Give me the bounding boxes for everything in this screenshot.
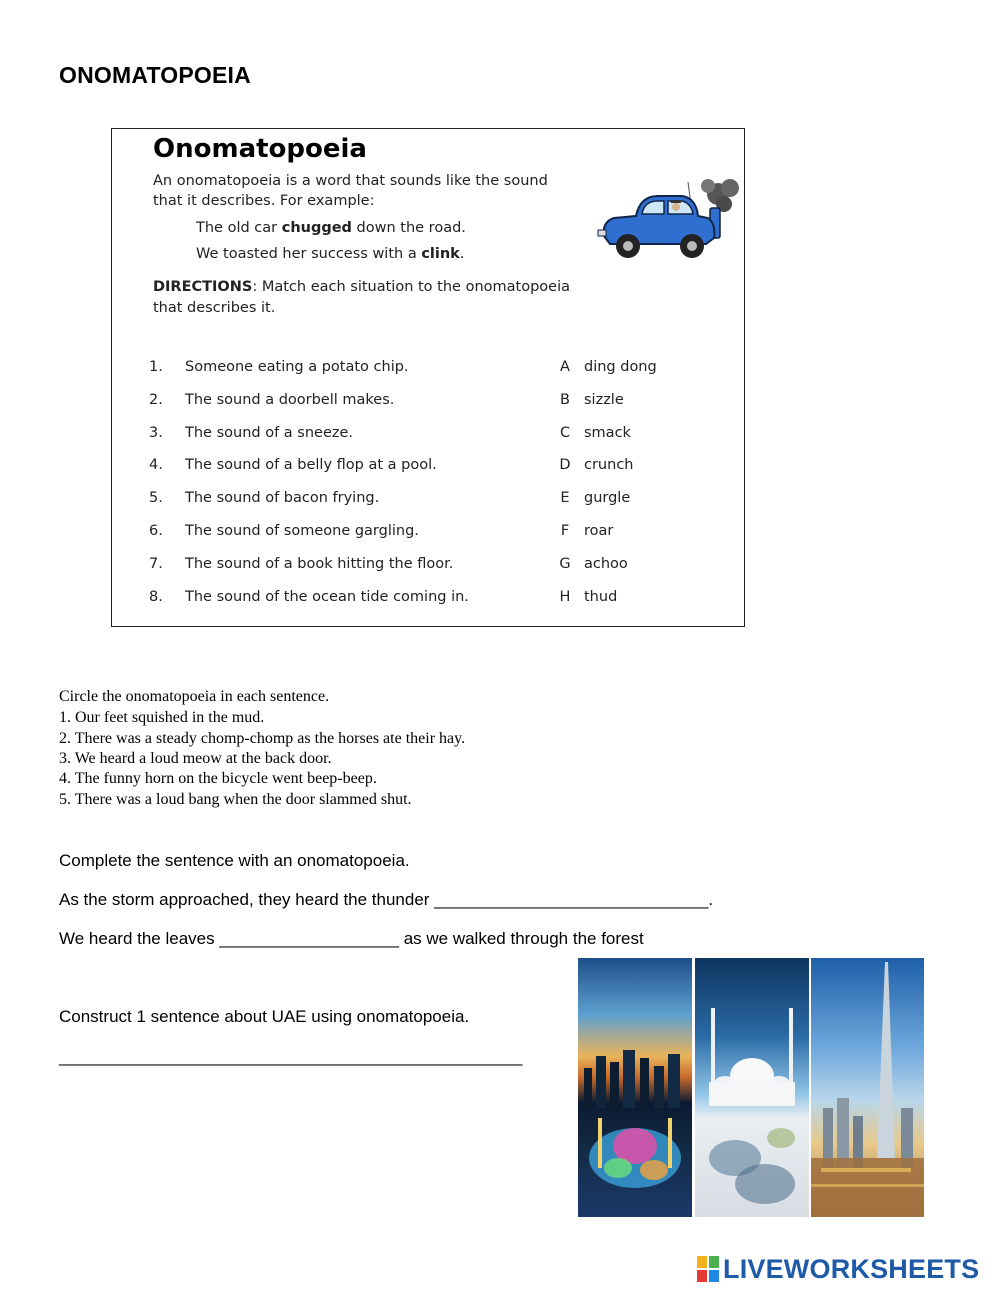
match-row: [149, 556, 709, 578]
definition-line-1: An onomatopoeia is a word that sounds like the sound: [153, 173, 548, 189]
row-letter: A: [560, 359, 570, 375]
directions-line-2: that describes it.: [153, 300, 276, 316]
row-number: 8.: [149, 589, 163, 605]
circle-instruction: Circle the onomatopoeia in each sentence.: [59, 688, 330, 705]
construct-instruction: Construct 1 sentence about UAE using onomatopoeia.: [59, 1007, 470, 1026]
row-letter: C: [559, 425, 571, 441]
example-1: The old car chugged down the road.: [196, 220, 466, 236]
uae-photo-collage: [578, 958, 924, 1217]
row-situation: Someone eating a potato chip.: [185, 359, 409, 375]
city-night-photo: [578, 958, 692, 1217]
row-situation: The sound of a belly flop at a pool.: [185, 457, 437, 473]
directions-line-1: DIRECTIONS: Match each situation to the onomatopoeia: [153, 279, 570, 295]
definition-line-2: that it describes. For example:: [153, 193, 375, 209]
liveworksheets-logo-icon: [697, 1256, 719, 1282]
mosque-photo: [695, 958, 809, 1217]
row-letter: D: [559, 457, 571, 473]
row-letter: F: [560, 523, 570, 539]
row-number: 7.: [149, 556, 163, 572]
match-row: [149, 457, 709, 479]
row-letter: H: [559, 589, 571, 605]
match-row: [149, 523, 709, 545]
liveworksheets-logo: [697, 1252, 979, 1286]
match-row: [149, 589, 709, 611]
car-illustration: [596, 174, 746, 274]
row-situation: The sound of a sneeze.: [185, 425, 354, 441]
complete-sentence-2: We heard the leaves ___________________ as we walked through the forest: [59, 929, 644, 948]
row-number: 4.: [149, 457, 163, 473]
match-row: [149, 359, 709, 381]
onomatopoeia-info-box: [111, 128, 745, 627]
circle-sentence: 3. We heard a loud meow at the back door.: [59, 750, 332, 767]
car-icon: [598, 196, 720, 258]
row-word: achoo: [584, 556, 628, 572]
row-number: 5.: [149, 490, 163, 506]
row-word: thud: [584, 589, 618, 605]
row-situation: The sound a doorbell makes.: [185, 392, 395, 408]
row-word: smack: [584, 425, 631, 441]
row-situation: The sound of a book hitting the floor.: [185, 556, 454, 572]
row-letter: B: [560, 392, 570, 408]
box-title: Onomatopoeia: [153, 134, 367, 164]
row-number: 3.: [149, 425, 163, 441]
row-word: ding dong: [584, 359, 657, 375]
row-situation: The sound of the ocean tide coming in.: [185, 589, 469, 605]
row-word: sizzle: [584, 392, 624, 408]
circle-sentence: 1. Our feet squished in the mud.: [59, 709, 265, 726]
row-number: 2.: [149, 392, 163, 408]
row-number: 6.: [149, 523, 163, 539]
skyscraper-photo: [811, 958, 924, 1217]
circle-sentence: 5. There was a loud bang when the door slammed shut.: [59, 791, 412, 808]
row-word: gurgle: [584, 490, 631, 506]
match-row: [149, 392, 709, 414]
match-row: [149, 490, 709, 512]
circle-sentence: 4. The funny horn on the bicycle went beep-beep.: [59, 770, 377, 787]
circle-sentence: 2. There was a steady chomp-chomp as the horses ate their hay.: [59, 730, 466, 747]
page-title: ONOMATOPOEIA: [59, 62, 251, 88]
row-situation: The sound of someone gargling.: [185, 523, 419, 539]
construct-answer-line: _________________________________________________: [59, 1047, 523, 1066]
row-number: 1.: [149, 359, 163, 375]
row-letter: E: [560, 490, 570, 506]
row-situation: The sound of bacon frying.: [185, 490, 380, 506]
complete-instruction: Complete the sentence with an onomatopoeia.: [59, 851, 410, 870]
row-word: crunch: [584, 457, 634, 473]
complete-sentence-1: As the storm approached, they heard the thunder _____________________________.: [59, 890, 714, 909]
row-word: roar: [584, 523, 614, 539]
match-row: [149, 425, 709, 447]
row-letter: G: [559, 556, 571, 572]
liveworksheets-logo-text: LIVEWORKSHEETS: [723, 1253, 980, 1284]
example-2: We toasted her success with a clink.: [196, 246, 465, 262]
